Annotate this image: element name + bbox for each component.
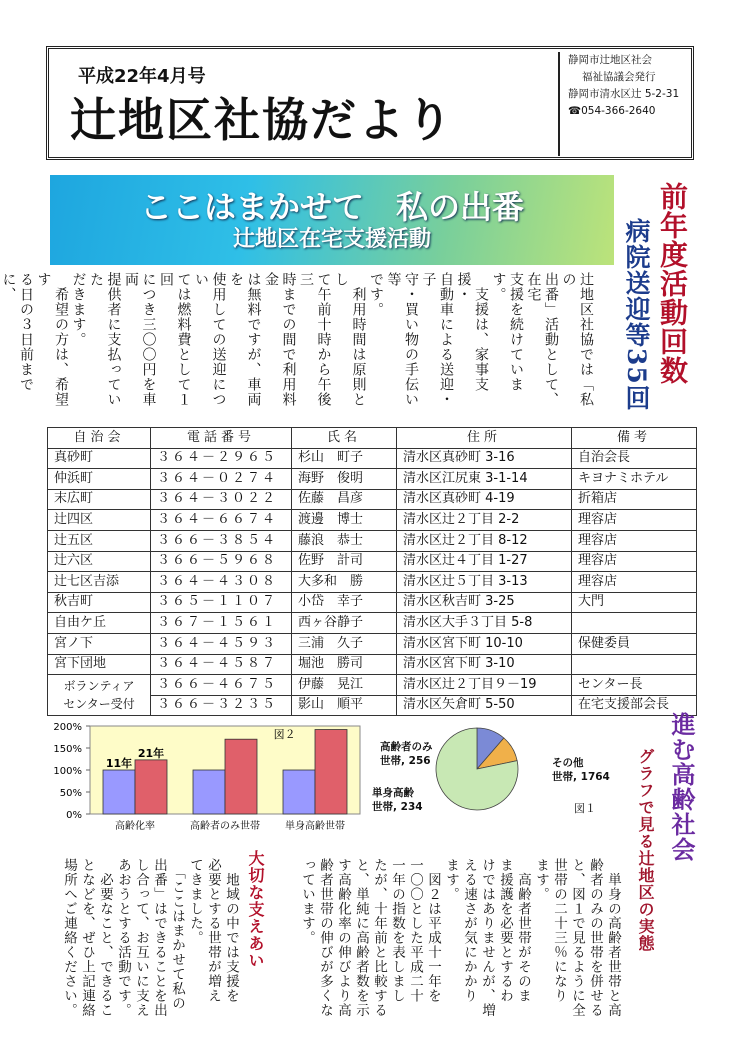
cell-address: 清水区宮下町 3-10 (397, 654, 572, 675)
y-tick-label: 100% (53, 766, 82, 777)
cell-address: 清水区真砂町 4-19 (397, 489, 572, 510)
col-header-phone: 電話番号 (151, 428, 292, 449)
cell-notes: 理容店 (572, 510, 697, 531)
cell-association: 辻五区 (48, 530, 151, 551)
cell-notes: キヨナミホテル (572, 469, 697, 490)
cell-address: 清水区辻２丁目９－19 (397, 675, 572, 696)
cell-name: 伊藤 晃江 (292, 675, 397, 696)
series-label: 11年 (105, 757, 133, 770)
cell-notes: 保健委員 (572, 633, 697, 654)
cell-name: 堀池 勝司 (292, 654, 397, 675)
publisher-tel: ☎054-366-2640 (568, 105, 656, 117)
cell-name: 佐野 計司 (292, 551, 397, 572)
intro-text: 辻地区社協では「私の 出番」活動として、在宅 支援を続けています。 支援は、家事支援・ 自動車による送迎・子 守・買い物の手伝い等 です。 利用時間は原則とし て午前十時から午後三 時までの間で利用料金 は無料ですが、車両を 使用しての送迎につい ては燃料費として１回 につき三〇〇円を車両 提供者に支払っていた だきます。 希望の方は、希望す る日の３日前までに、 (0, 272, 594, 407)
col-header-address: 住所 (397, 428, 572, 449)
contact-table (47, 427, 697, 716)
table-row (48, 469, 697, 490)
y-tick-label: 150% (53, 744, 82, 755)
cell-name: 西ヶ谷静子 (292, 613, 397, 634)
cell-address: 清水区辻２丁目 8-12 (397, 530, 572, 551)
cell-association: 辻六区 (48, 551, 151, 572)
table-row (48, 551, 697, 572)
category-label: 高齢者のみ世帯 (190, 821, 260, 832)
pie-label-single-name: 単身高齢 (372, 787, 414, 799)
table-row (48, 654, 697, 675)
table-row (48, 675, 697, 696)
cell-association: 辻四区 (48, 510, 151, 531)
pie-label-elderly-only (380, 740, 433, 768)
table-row (48, 633, 697, 654)
table-row (48, 489, 697, 510)
series-label: 21年 (137, 746, 165, 760)
pie-label-other-name: その他 (552, 757, 584, 769)
aging-article-subtitle: グラフで見る辻地区の実態 (636, 748, 655, 952)
cell-address: 清水区大手３丁目 5-8 (397, 613, 572, 634)
banner-title: ここはまかせて 私の出番 (139, 188, 524, 226)
pie-label-other-value: 世帯, 1764 (552, 771, 610, 783)
cell-phone: ３６６－３８５４ (151, 530, 292, 551)
cell-name: 小岱 幸子 (292, 592, 397, 613)
cell-notes: 自治会長 (572, 448, 697, 469)
cell-phone: ３６６－４６７５ (151, 675, 292, 696)
col-header-association: 自治会 (48, 428, 151, 449)
support-article-title: 大切な支えあい (246, 850, 265, 969)
bar-21年 (315, 730, 347, 814)
pie-label-single-value: 世帯, 234 (372, 801, 423, 813)
publisher-box (558, 52, 690, 156)
cell-name: 杉山 町子 (292, 448, 397, 469)
table-header-row (48, 428, 697, 449)
cell-association: 辻七区吉添 (48, 572, 151, 593)
pie-label-other (552, 756, 610, 784)
cell-address: 清水区辻５丁目 3-13 (397, 572, 572, 593)
aging-article-title: 進む高齢社会 (667, 712, 696, 862)
cell-name: 藤浪 恭士 (292, 530, 397, 551)
cell-notes (572, 613, 697, 634)
y-tick-label: 200% (53, 722, 82, 733)
bar-11年 (193, 770, 225, 814)
bar-21年 (135, 760, 167, 814)
cell-notes: 理容店 (572, 530, 697, 551)
cell-volunteer-center: ボランティア センター受付 (48, 675, 151, 716)
cell-name: 大多和 勝 (292, 572, 397, 593)
cell-association: 自由ケ丘 (48, 613, 151, 634)
cell-notes: 大門 (572, 592, 697, 613)
table-row (48, 510, 697, 531)
cell-notes: 折箱店 (572, 489, 697, 510)
cell-association: 真砂町 (48, 448, 151, 469)
bar-figure-label: 図２ (273, 728, 296, 741)
banner-subtitle: 辻地区在宅支援活動 (232, 227, 431, 252)
category-label: 単身高齢世帯 (285, 821, 345, 832)
cell-address: 清水区宮下町 10-10 (397, 633, 572, 654)
cell-association: 仲浜町 (48, 469, 151, 490)
table-row (48, 572, 697, 593)
cell-name: 渡邊 博士 (292, 510, 397, 531)
cell-phone: ３６４－３０２２ (151, 489, 292, 510)
cell-notes: 理容店 (572, 551, 697, 572)
cell-notes: 理容店 (572, 572, 697, 593)
table-row (48, 613, 697, 634)
cell-notes (572, 654, 697, 675)
cell-address: 清水区辻２丁目 2-2 (397, 510, 572, 531)
cell-association: 末広町 (48, 489, 151, 510)
newsletter-title: 辻地区社協だより (70, 93, 454, 147)
cell-address: 清水区真砂町 3-16 (397, 448, 572, 469)
support-article-body: 地域の中では支援を 必要とする世帯が増え てきました。 「ここはまかせて私の 出番」はできることを出 し合って、お互いに支え あおうとする活動です。 必要なこと、できるこ となどを、ぜひ上記連絡 場所へご連絡ください。 (61, 858, 239, 1018)
aging-article-body: 単身の高齢者世帯と高 齢者のみの世帯を併せる と、図１で見るように全 世帯の二十三％になり ます。 高齢者世帯がそのま ま援護を必要とするわ けではありませんが、増 える速さが気にかかり ます。 図２は平成十一年を 一〇〇とした平成二十 一年の指数を表しまし たが、十年前と比較する と、単純に高齢者数を示 す高齢化率の伸びより高 齢者世帯の伸びが多くな っています。 (299, 858, 621, 1018)
cell-name: 三浦 久子 (292, 633, 397, 654)
bar-11年 (103, 770, 135, 814)
bar-11年 (283, 770, 315, 814)
cell-address: 清水区秋吉町 3-25 (397, 592, 572, 613)
col-header-name: 氏名 (292, 428, 397, 449)
cell-association: 宮下団地 (48, 654, 151, 675)
cell-address: 清水区辻４丁目 1-27 (397, 551, 572, 572)
pie-label-elderly-only-name: 高齢者のみ (380, 741, 433, 753)
cell-phone: ３６４－４３０８ (151, 572, 292, 593)
cell-address: 清水区江尻東 3-1-14 (397, 469, 572, 490)
activity-count-heading: 前年度活動回数 (656, 182, 689, 385)
cell-phone: ３６４－０２７４ (151, 469, 292, 490)
cell-phone: ３６５－１１０７ (151, 592, 292, 613)
publisher-address: 静岡市清水区辻 5-2-31 (568, 88, 680, 100)
cell-name: 海野 俊明 (292, 469, 397, 490)
y-tick-label: 50% (59, 788, 82, 799)
cell-name: 影山 順平 (292, 695, 397, 716)
cell-notes: センター長 (572, 675, 697, 696)
pie-figure-label: 図１ (574, 802, 596, 815)
cell-phone: ３６４－６６７４ (151, 510, 292, 531)
category-label: 高齢化率 (115, 821, 155, 832)
activity-count-value: 病院送迎等35回 (622, 218, 651, 411)
table-row (48, 448, 697, 469)
table-row (48, 530, 697, 551)
cell-phone: ３６６－３２３５ (151, 695, 292, 716)
cell-phone: ３６４－４５８７ (151, 654, 292, 675)
cell-phone: ３６７－１５６１ (151, 613, 292, 634)
cell-notes: 在宅支援部会長 (572, 695, 697, 716)
cell-phone: ３６６－５９６８ (151, 551, 292, 572)
cell-phone: ３６４－２９６５ (151, 448, 292, 469)
publisher-line1: 静岡市辻地区社会 (568, 54, 652, 66)
cell-phone: ３６４－４５９３ (151, 633, 292, 654)
issue-date: 平成22年4月号 (78, 66, 206, 87)
cell-association: 秋吉町 (48, 592, 151, 613)
table-row (48, 592, 697, 613)
cell-association: 宮ノ下 (48, 633, 151, 654)
publisher-line2: 福祉協議会発行 (582, 71, 656, 83)
pie-label-single-elderly (372, 786, 423, 814)
cell-address: 清水区矢倉町 5-50 (397, 695, 572, 716)
bar-21年 (225, 739, 257, 814)
bar-chart (40, 716, 370, 836)
pie-label-elderly-only-value: 世帯, 256 (380, 755, 431, 767)
cell-name: 佐藤 昌彦 (292, 489, 397, 510)
y-tick-label: 0% (66, 810, 82, 821)
col-header-notes: 備考 (572, 428, 697, 449)
